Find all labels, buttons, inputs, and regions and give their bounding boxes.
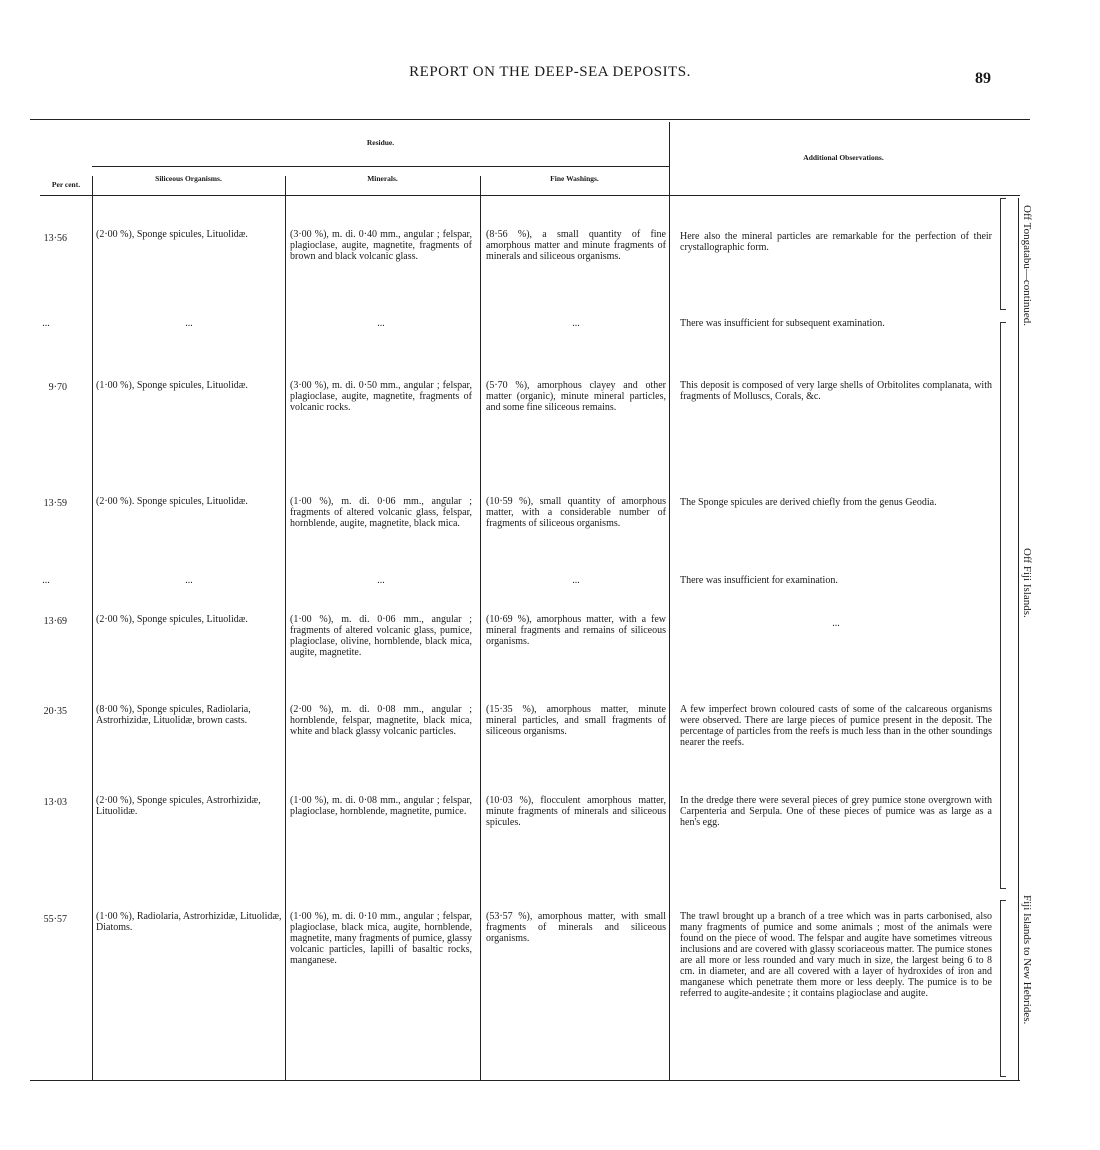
siliceous-cell: (2·00 %), Sponge spicules, Lituolidæ. <box>96 614 248 625</box>
header-bottom-rule <box>40 195 1020 196</box>
additional-cell: A few imperfect brown coloured casts of some of the calcareous organisms were observed. There are large pieces of pumice present in the deposit. The percentage of particles from the reefs is much less than in the other soundings nearer the reefs. <box>680 704 992 748</box>
brace-tongatabu <box>1000 198 1006 310</box>
minerals-header: Minerals. <box>367 174 398 183</box>
table-top-rule <box>30 119 1030 120</box>
fine-cell: (15·35 %), amorphous matter, minute mineral particles, and small fragments of siliceous organisms. <box>486 704 666 737</box>
additional-cell: The trawl brought up a branch of a tree which was in parts carbonised, also many fragments of pumice and some animals ; most of the animals were found on the piece of wood. The felspar and augite have sometimes vitreous inclusions and are covered with glassy scoriaceous matter. The pumice stones are all more or less rounded and vary much in size, the largest being 6 to 8 cm. in diameter, and are all covered with a layer of hydroxides of iron and manganese which penetrate them more or less deeply. The pumice is to be referred to augite-andesite ; it contains plagioclase and augite. <box>680 911 992 999</box>
fine-cell: ... <box>572 318 580 329</box>
col-rule-5 <box>1018 198 1019 1080</box>
pct-cell: ... <box>42 575 50 586</box>
additional-cell: There was insufficient for examination. <box>680 575 838 586</box>
pct-cell: 55·57 <box>43 914 67 925</box>
additional-header: Additional Observations. <box>803 153 884 162</box>
minerals-cell: (1·00 %), m. di. 0·10 mm., angular ; felspar, plagioclase, black mica, augite, hornblende, magnetite, many fragments of pumice, glassy volcanic particles, lapilli of basaltic rocks, manganese. <box>290 911 472 966</box>
minerals-cell: ... <box>377 318 385 329</box>
additional-cell: There was insufficient for subsequent examination. <box>680 318 885 329</box>
fine-cell: (10·59 %), small quantity of amorphous matter, with a considerable number of fragments of siliceous organisms. <box>486 496 666 529</box>
side-label-fiji-hebrides: Fiji Islands to New Hebrides. <box>1021 895 1033 1025</box>
fine-cell: (8·56 %), a small quantity of fine amorphous matter and minute fragments of minerals and siliceous organisms. <box>486 229 666 262</box>
minerals-cell: (1·00 %), m. di. 0·08 mm., angular ; felspar, plagioclase, hornblende, magnetite, pumice. <box>290 795 472 817</box>
col-rule-3 <box>480 176 481 1080</box>
additional-cell: This deposit is composed of very large shells of Orbitolites complanata, with fragments of Molluscs, Corals, &c. <box>680 380 992 402</box>
siliceous-cell: (2·00 %). Sponge spicules, Lituolidæ. <box>96 496 248 507</box>
per-cent-header: Per cent. <box>51 180 81 189</box>
additional-cell: ... <box>832 618 840 629</box>
table-bottom-rule <box>30 1080 1020 1081</box>
brace-fiji-hebrides <box>1000 900 1006 1077</box>
additional-cell: The Sponge spicules are derived chiefly from the genus Geodia. <box>680 497 937 508</box>
fine-cell: (10·69 %), amorphous matter, with a few mineral fragments and remains of siliceous organisms. <box>486 614 666 647</box>
pct-cell: 13·56 <box>43 233 67 244</box>
pct-cell: 13·03 <box>43 797 67 808</box>
side-label-fiji: Off Fiji Islands. <box>1021 548 1033 618</box>
pct-cell: 13·69 <box>43 616 67 627</box>
minerals-cell: ... <box>377 575 385 586</box>
fine-cell: ... <box>572 575 580 586</box>
additional-cell: Here also the mineral particles are remarkable for the perfection of their crystallographic form. <box>680 231 992 253</box>
siliceous-cell: (2·00 %), Sponge spicules, Astrorhizidæ, Lituolidæ. <box>96 795 261 817</box>
minerals-cell: (1·00 %), m. di. 0·06 mm., angular ; fragments of altered volcanic glass, felspar, hornblende, augite, magnetite, black mica. <box>290 496 472 529</box>
fine-cell: (5·70 %), amorphous clayey and other matter (organic), minute mineral particles, and some fine siliceous remains. <box>486 380 666 413</box>
pct-cell: 13·59 <box>43 498 67 509</box>
siliceous-cell: ... <box>185 318 193 329</box>
minerals-cell: (2·00 %), m. di. 0·08 mm., angular ; hornblende, felspar, magnetite, black mica, white and black glassy volcanic particles. <box>290 704 472 737</box>
pct-cell: 20·35 <box>43 706 67 717</box>
residue-header: Residue. <box>366 138 395 147</box>
siliceous-cell: (8·00 %), Sponge spicules, Radiolaria, Astrorhizidæ, Lituolidæ, brown casts. <box>96 704 251 726</box>
minerals-cell: (1·00 %), m. di. 0·06 mm., angular ; fragments of altered volcanic glass, pumice, plagioclase, olivine, hornblende, black mica, augite, magnetite. <box>290 614 472 658</box>
col-rule-1 <box>92 176 93 1080</box>
siliceous-header: Siliceous Organisms. <box>155 174 222 183</box>
residue-underline <box>92 166 669 167</box>
siliceous-cell: (1·00 %), Radiolaria, Astrorhizidæ, Lituolidæ, Diatoms. <box>96 911 282 933</box>
additional-cell: In the dredge there were several pieces of grey pumice stone overgrown with Carpenteria and Serpula. One of these pieces of pumice was as large as a hen's egg. <box>680 795 992 828</box>
fine-cell: (53·57 %), amorphous matter, with small fragments of minerals and siliceous organisms. <box>486 911 666 944</box>
siliceous-cell: (2·00 %), Sponge spicules, Lituolidæ. <box>96 229 248 240</box>
siliceous-cell: ... <box>185 575 193 586</box>
col-rule-2 <box>285 176 286 1080</box>
page-number: 89 <box>975 70 991 87</box>
pct-cell: ... <box>42 318 50 329</box>
siliceous-cell: (1·00 %), Sponge spicules, Lituolidæ. <box>96 380 248 391</box>
minerals-cell: (3·00 %), m. di. 0·40 mm., angular ; felspar, plagioclase, augite, magnetite, fragments of brown and black volcanic glass. <box>290 229 472 262</box>
side-label-tongatabu: Off Tongatabu—continued. <box>1021 205 1033 327</box>
col-rule-4 <box>669 122 670 1080</box>
minerals-cell: (3·00 %), m. di. 0·50 mm., angular ; felspar, plagioclase, augite, magnetite, fragments of volcanic rocks. <box>290 380 472 413</box>
running-title: REPORT ON THE DEEP-SEA DEPOSITS. <box>409 64 691 80</box>
pct-cell: 9·70 <box>48 382 67 393</box>
fine-cell: (10·03 %), flocculent amorphous matter, minute fragments of minerals and siliceous spicules. <box>486 795 666 828</box>
brace-fiji <box>1000 322 1006 889</box>
fine-header: Fine Washings. <box>550 174 599 183</box>
